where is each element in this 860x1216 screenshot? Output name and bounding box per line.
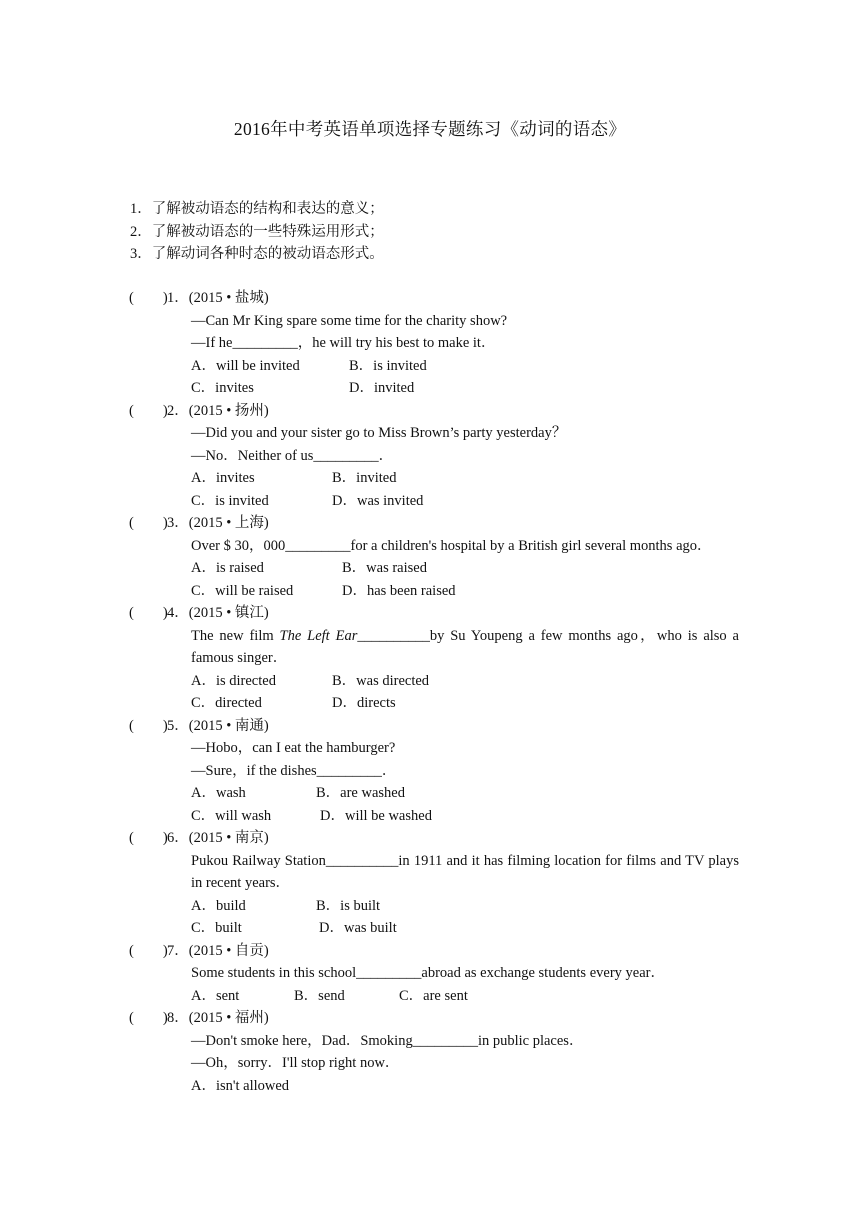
option-a[interactable]: A．sent [191,987,240,1004]
question-number: 6．(2015 • 南京) [167,830,269,846]
question-7 [129,940,739,1008]
option-c[interactable]: C．directed [191,695,262,711]
question-text: —If he_________，he will try his best to make it． [191,335,496,351]
question-text-part: __________by Su Youpeng a few months ago，who is also a famous singer． [191,627,739,666]
answer-blank[interactable]: ( ) [129,402,168,419]
question-text: —Can Mr King spare some time for the charity show? [191,312,508,329]
question-text: —Hobo，can I eat the hamburger? [191,740,396,756]
option-c[interactable]: C．will wash [191,807,272,824]
question-text: Over $ 30，000_________for a children's hospital by a British girl several months ago． [191,537,712,554]
question-text: —Oh，sorry．I'll stop right now． [191,1055,400,1071]
question-number: 4．(2015 • 镇江) [167,605,269,621]
question-2 [129,400,739,513]
objectives-list [130,198,384,266]
answer-blank[interactable]: ( ) [129,942,168,959]
question-1 [129,287,739,400]
question-3 [129,512,739,602]
answer-blank[interactable]: ( ) [129,515,168,531]
option-b[interactable]: B．is invited [349,357,427,374]
question-6 [129,827,739,940]
question-number: 1．(2015 • 盐城) [167,290,269,306]
option-b[interactable]: B．is built [316,897,381,914]
question-5 [129,715,739,828]
option-b[interactable]: B．send [294,987,345,1004]
question-list [129,287,739,1097]
page-title: 2016年中考英语单项选择专题练习《动词的语态》 [233,119,627,139]
question-number: 7．(2015 • 自贡) [167,942,269,959]
question-number: 8．(2015 • 福州) [167,1010,269,1026]
option-a[interactable]: A．is directed [191,672,276,689]
question-text: —No．Neither of us_________． [191,447,394,464]
question-text: —Don't smoke here，Dad．Smoking_________in public places． [191,1032,584,1049]
option-b[interactable]: B．are washed [316,785,405,801]
answer-blank[interactable]: ( ) [129,290,168,306]
option-d[interactable]: D．invited [349,380,415,396]
option-a[interactable]: A．invites [191,470,255,486]
option-c[interactable]: C．built [191,920,242,936]
option-d[interactable]: D．was invited [332,492,424,509]
option-c[interactable]: C．invites [191,380,254,396]
question-text-part: The new film [191,627,280,644]
objective-item: 3．了解动词各种时态的被动语态形式。 [130,246,384,262]
option-d[interactable]: D．was built [319,920,397,936]
question-text: Some students in this school_________abroad as exchange students every year． [191,965,665,981]
question-number: 2．(2015 • 扬州) [167,402,269,419]
answer-blank[interactable]: ( ) [129,605,168,621]
option-c[interactable]: C．is invited [191,492,269,509]
question-number: 5．(2015 • 南通) [167,717,269,734]
question-text: —Sure，if the dishes_________． [191,762,397,779]
question-text [191,625,739,670]
option-c[interactable]: C．will be raised [191,582,294,599]
objective-item: 1．了解被动语态的结构和表达的意义； [130,201,384,217]
option-d[interactable]: D．will be washed [320,807,432,824]
option-a[interactable]: A．wash [191,785,246,801]
option-b[interactable]: B．was raised [342,560,427,576]
option-d[interactable]: D．has been raised [342,582,456,599]
question-number: 3．(2015 • 上海) [167,515,269,531]
question-text: Pukou Railway Station__________in 1911 and it has filming location for films and TV plays in recent years． [191,852,739,891]
option-a[interactable]: A．will be invited [191,357,300,374]
option-d[interactable]: D．directs [332,695,396,711]
option-a[interactable]: A．build [191,897,246,914]
option-b[interactable]: B．invited [332,470,397,486]
objective-item: 2．了解被动语态的一些特殊运用形式； [130,223,384,240]
option-c[interactable]: C．are sent [399,987,468,1004]
option-a[interactable]: A．is raised [191,560,264,576]
option-a[interactable]: A．isn't allowed [191,1077,290,1094]
answer-blank[interactable]: ( ) [129,830,168,846]
answer-blank[interactable]: ( ) [129,1010,168,1026]
question-8 [129,1007,739,1097]
question-text: —Did you and your sister go to Miss Brown’s party yesterday？ [191,425,567,441]
option-b[interactable]: B．was directed [332,672,430,689]
answer-blank[interactable]: ( ) [129,717,168,734]
film-title: The Left Ear [279,627,358,644]
question-4 [129,602,739,715]
